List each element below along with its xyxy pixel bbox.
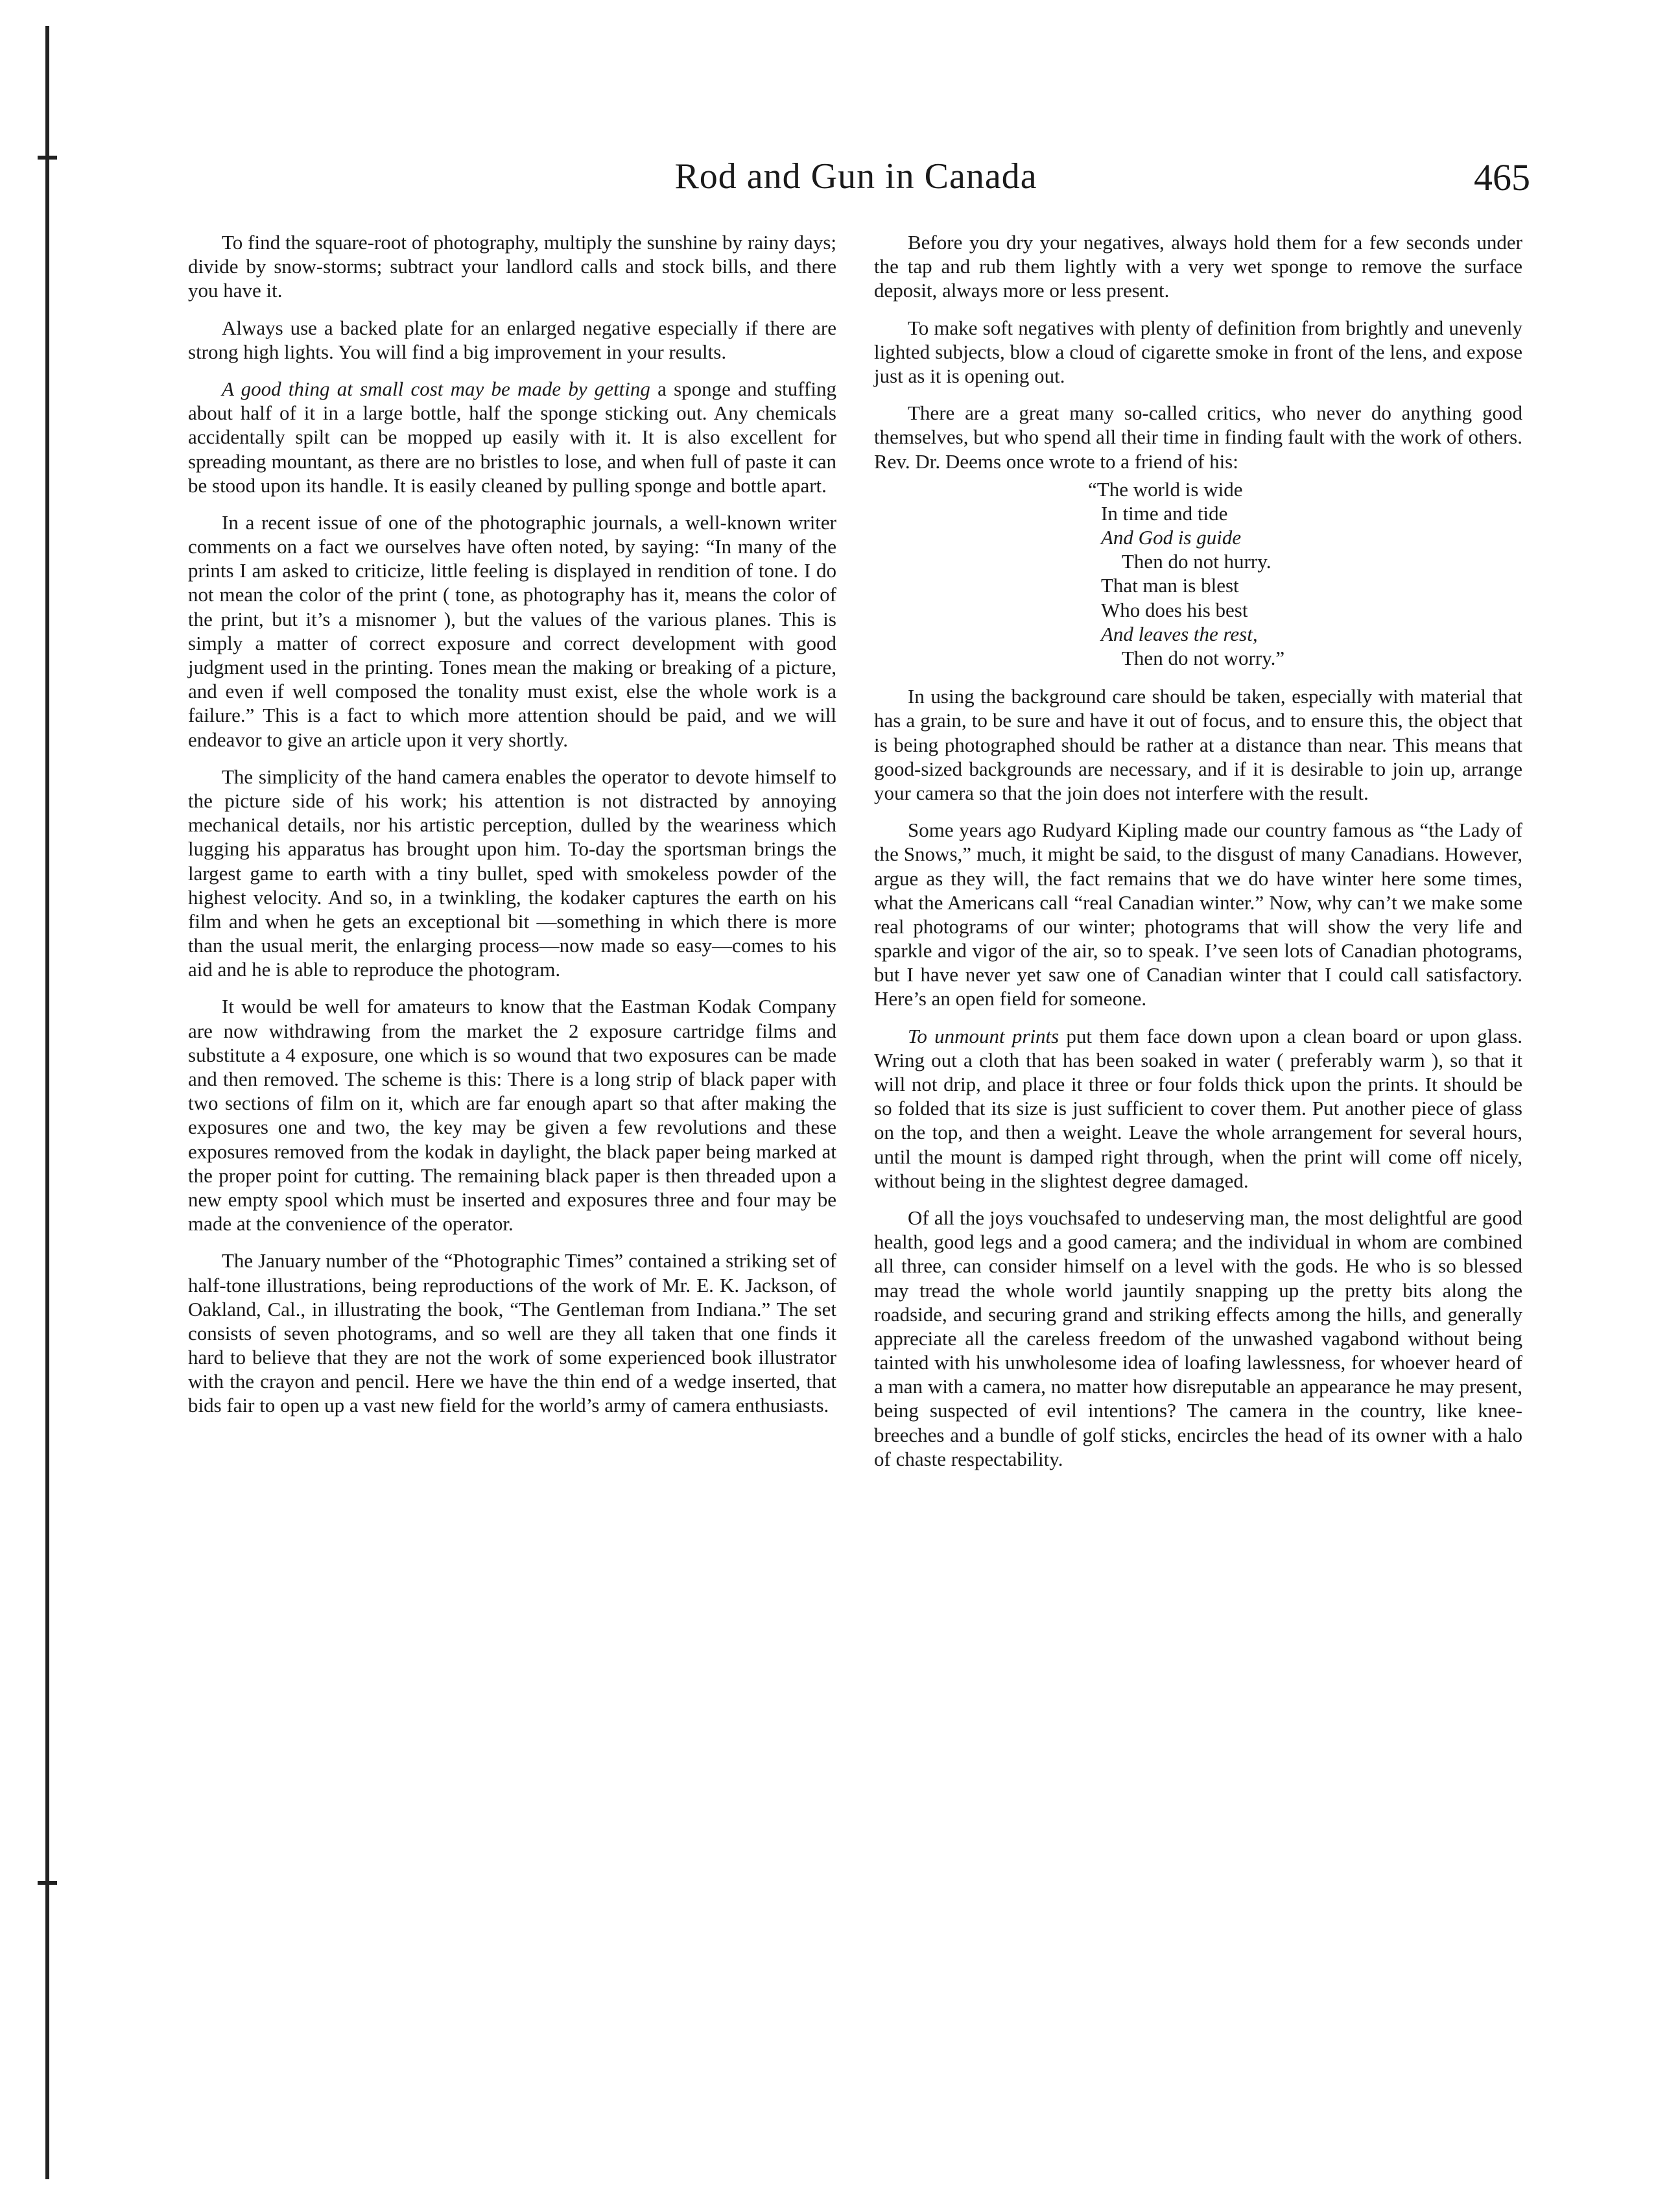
poem-line: Who does his best [1101, 598, 1248, 621]
paragraph-lead: A good thing at small cost may be made by getting [222, 377, 650, 400]
paragraph: To find the square-root of photography, multiply the sunshine by rainy days; divide by snow-storms; subtract your landlord calls and stock bills, and there you have it. [188, 231, 836, 302]
poem-line: Then do not hurry. [1122, 550, 1272, 573]
paragraph: Some years ago Rudyard Kipling made our country famous as “the Lady of the Snows,” much, it might be said, to the disgust of many Canadians. However, argue as they will, the fact remains that we do have winter here some times, what the Americans call “real Canadian winter.” Now, why can’t we make some real photograms of our winter; photograms that will show the very life and sparkle and vigor of the air, so to speak. I’ve seen lots of Canadian photograms, but I have never yet saw one of Canadian winter that I could call satisfactory. Here’s an open field for someone. [874, 819, 1522, 1010]
paragraph: The January number of the “Photographic Times” contained a striking set of half-tone illustrations, being reproductions of the work of Mr. E. K. Jackson, of Oakland, Cal., in illustrating the book, “The Gentleman from Indiana.” The set consists of seven photograms, and so well are they all taken that one finds it hard to believe that they are not the work of some experienced book illustrator with the crayon and pencil. Here we have the thin end of a wedge inserted, that bids fair to open up a vast new field for the world’s army of camera enthusiasts. [188, 1249, 836, 1417]
paragraph: To make soft negatives with plenty of definition from brightly and unevenly lighted subjects, blow a cloud of cigarette smoke in front of the lens, and expose just as it is opening out. [874, 316, 1522, 387]
poem-line: And leaves the rest, [1101, 622, 1258, 645]
paragraph: In using the background care should be taken, especially with material that has a grain, to be sure and have it out of focus, and to ensure this, the object that is being photographed should be rather at a distance than near. This means that good-sized backgrounds are necessary, and if it is desirable to join up, arrange your camera so that the join does not interfere with the result. [874, 685, 1522, 804]
paragraph: To unmount prints put them face down upon a clean board or upon glass. Wring out a cloth that has been soaked in water ( preferably warm ), so that it will not drip, and place it three or four folds thick upon the prints. It should be so folded that its size is just sufficient to cover them. Put another piece of glass on the top, and then a weight. Leave the whole arrangement for several hours, until the mount is damped right through, when the print will come off nicely, without being in the slightest degree damaged. [874, 1024, 1522, 1192]
page-number: 465 [1474, 156, 1530, 198]
poem-line: And God is guide [1101, 526, 1242, 549]
binding-edge [45, 26, 49, 2179]
page-header [182, 156, 1530, 214]
paragraph: It would be well for amateurs to know that the Eastman Kodak Company are now withdrawing from the market the 2 exposure cartridge films and substitute a 4 exposure, one which is so wound that two exposures can be made and then removed. The scheme is this: There is a long strip of black paper with two sections of film on it, which are far enough apart so that after making the exposures one and two, the key may be given a few revolutions and these exposures removed from the kodak in daylight, the black paper being marked at the proper point for cutting. The remaining black paper is then threaded upon a new empty spool which must be inserted and exposures three and four may be made at the convenience of the operator. [188, 995, 836, 1236]
poem [1088, 477, 1522, 671]
binding-mark-bottom [38, 1881, 57, 1885]
paragraph: There are a great many so-called critics, who never do anything good themselves, but who spend all their time in finding fault with the work of others. Rev. Dr. Deems once wrote to a friend of his: [874, 401, 1522, 473]
paragraph: A good thing at small cost may be made by getting a sponge and stuffing about half of it in a large bottle, half the sponge sticking out. Any chemicals accidentally spilt can be mopped up easily with it. It is also excellent for spreading mountant, as there are no bristles to lose, and when full of paste it can be stood upon its handle. It is easily cleaned by pulling sponge and bottle apart. [188, 377, 836, 497]
paragraph: Before you dry your negatives, always hold them for a few seconds under the tap and rub them lightly with a very wet sponge to remove the surface deposit, always more or less present. [874, 231, 1522, 302]
paragraph: Always use a backed plate for an enlarged negative especially if there are strong high lights. You will find a big improvement in your results. [188, 316, 836, 363]
paragraph: Of all the joys vouchsafed to undeserving man, the most delightful are good health, good legs and a good camera; and the individual in whom are combined all three, can consider himself on a level with the gods. He who is so blessed may tread the whole world jauntily snapping up the pretty bits along the roadside, and securing grand and striking effects among the hills, and generally appreciate all the careless freedom of the unwashed vagabond without being tainted with his unwholesome idea of loafing lawlessness, for whoever heard of a man with a camera, no matter how disreputable an appearance he may present, being suspected of evil intentions? The camera in the country, like knee-breeches and a bundle of golf sticks, encircles the head of its owner with a halo of chaste respectability. [874, 1206, 1522, 1470]
poem-line: That man is blest [1101, 574, 1239, 597]
running-title: Rod and Gun in Canada [674, 156, 1037, 197]
binding-mark-top [38, 156, 57, 160]
paragraph-lead: To unmount prints [908, 1024, 1059, 1047]
paragraph: The simplicity of the hand camera enables the operator to devote himself to the picture side of his work; his attention is not distracted by annoying mechanical details, nor his artistic perception, dulled by the weariness which lugging his apparatus has brought upon him. To-day the sportsman brings the largest game to earth with a tiny bullet, sped with smokeless powder of the highest velocity. And so, in a twinkling, the kodaker captures the earth on his film and when he gets an exceptional bit —something in which there is more than the usual merit, the enlarging process—now made so easy—comes to his aid and he is able to reproduce the photogram. [188, 765, 836, 981]
poem-line: “The world is wide [1088, 477, 1243, 501]
left-column [188, 230, 836, 1431]
poem-line: In time and tide [1101, 501, 1228, 525]
right-column [874, 230, 1522, 1484]
paragraph: In a recent issue of one of the photographic journals, a well-known writer comments on a fact we ourselves have often noted, by saying: “In many of the prints I am asked to criticize, little feeling is displayed in rendition of tone. I do not mean the color of the print ( tone, as photography has it, means the color of the print, but it’s a misnomer ), but the values of the various planes. This is simply a matter of correct exposure and correct development with good judgment used in the printing. Tones mean the making or breaking of a picture, and even if well composed the tonality must exist, else the whole work is a failure.” This is a fact to which more attention should be paid, and we will endeavor to give an article upon it very shortly. [188, 510, 836, 751]
poem-line: Then do not worry.” [1122, 647, 1285, 669]
